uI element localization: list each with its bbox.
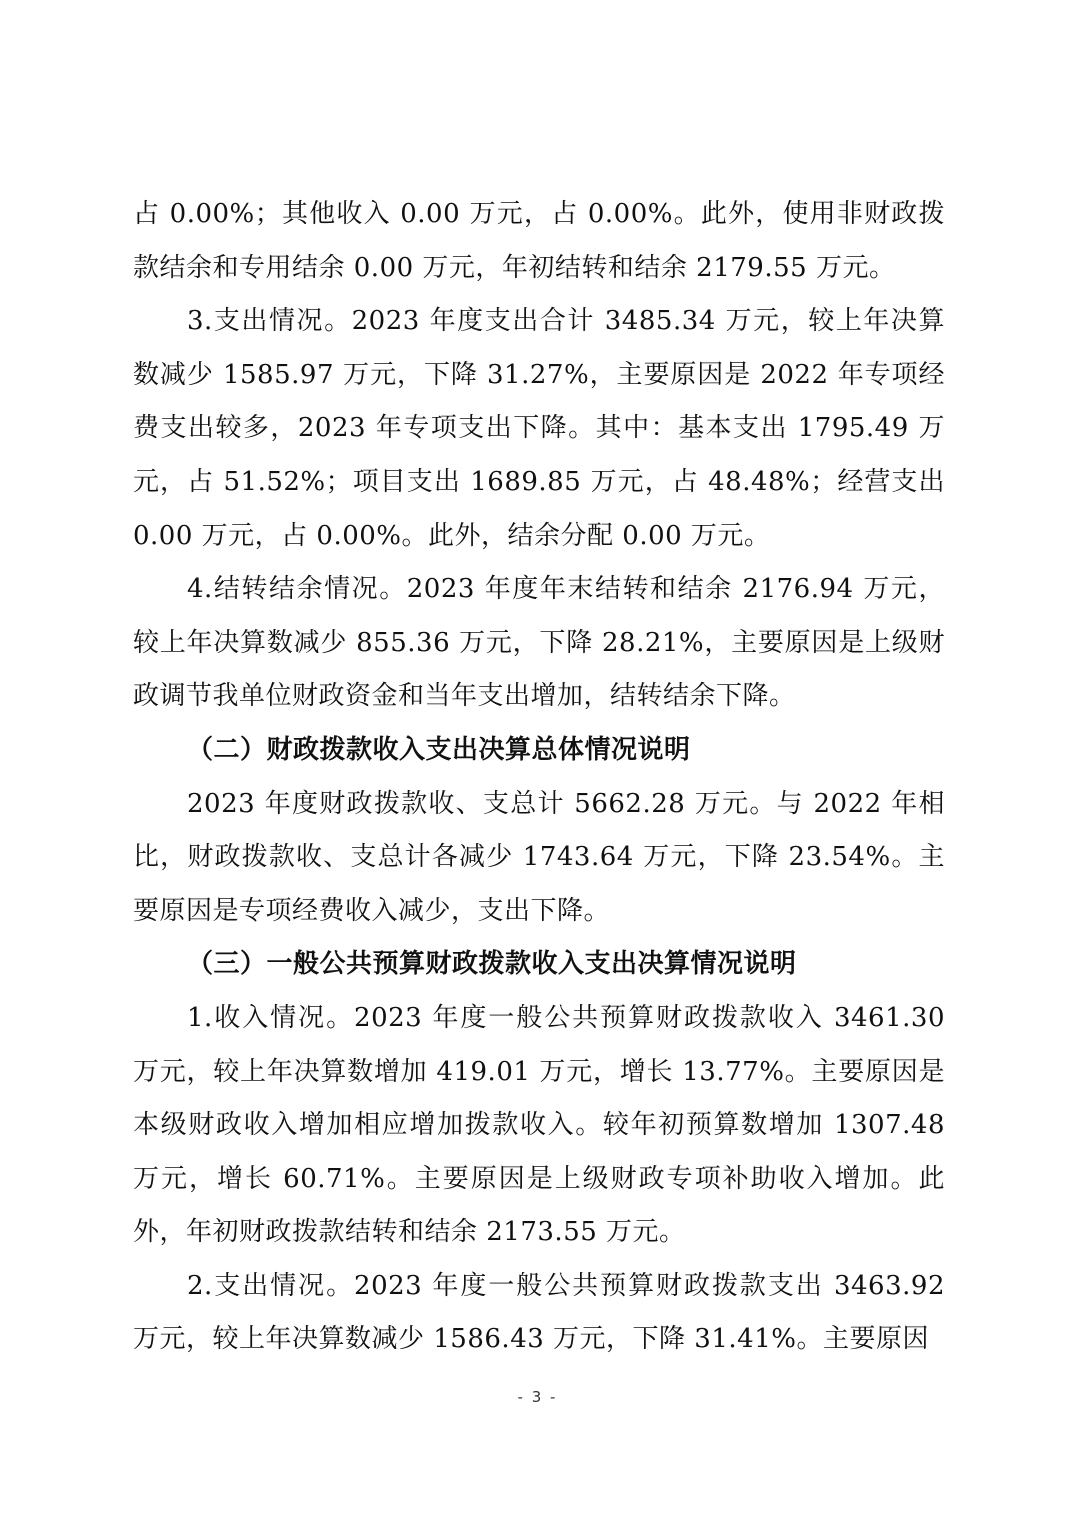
- section-heading-3: （三）一般公共预算财政拨款收入支出决算情况说明: [187, 949, 797, 980]
- paragraph-income-continuation: 占 0.00%；其他收入 0.00 万元，占 0.00%。此外，使用非财政拨款结余和专用结余 0.00 万元，年初结转和结余 2179.55 万元。: [133, 199, 945, 283]
- paragraph-general-budget-expenditure: 2.支出情况。2023 年度一般公共预算财政拨款支出 3463.92 万元，较上年决算数减少 1586.43 万元，下降 31.41%。主要原因: [133, 1270, 945, 1355]
- section-heading-2: （二）财政拨款收入支出决算总体情况说明: [187, 734, 691, 765]
- paragraph-carryover-balance: 4.结转结余情况。2023 年度年末结转和结余 2176.94 万元，较上年决算数减少 855.36 万元，下降 28.21%，主要原因是上级财政调节我单位财政资金和当年支出增加，结转结余下降。: [133, 574, 945, 712]
- paragraph-expenditure: 3.支出情况。2023 年度支出合计 3485.34 万元，较上年决算数减少 1585.97 万元，下降 31.27%，主要原因是 2022 年专项经费支出较多，2023 年专项支出下降。其中：基本支出 1795.49 万元，占 51.52%；项目支出 1689.85 万元，占 48.48%；经营支出 0.00 万元，占 0.00%。此外，结余分配 0.00 万元。: [133, 306, 945, 551]
- document-body: [133, 188, 945, 1367]
- paragraph-general-budget-income: 1.收入情况。2023 年度一般公共预算财政拨款收入 3461.30 万元，较上年决算数增加 419.01 万元，增长 13.77%。主要原因是本级财政收入增加相应增加拨款收入。较年初预算数增加 1307.48 万元，增长 60.71%。主要原因是上级财政专项补助收入增加。此外，年初财政拨款结转和结余 2173.55 万元。: [133, 1002, 945, 1248]
- paragraph-fiscal-allocation-total: 2023 年度财政拨款收、支总计 5662.28 万元。与 2022 年相比，财政拨款收、支总计各减少 1743.64 万元，下降 23.54%。主要原因是专项经费收入减少，支出下降。: [133, 788, 945, 926]
- page-number: - 3 -: [517, 1388, 558, 1406]
